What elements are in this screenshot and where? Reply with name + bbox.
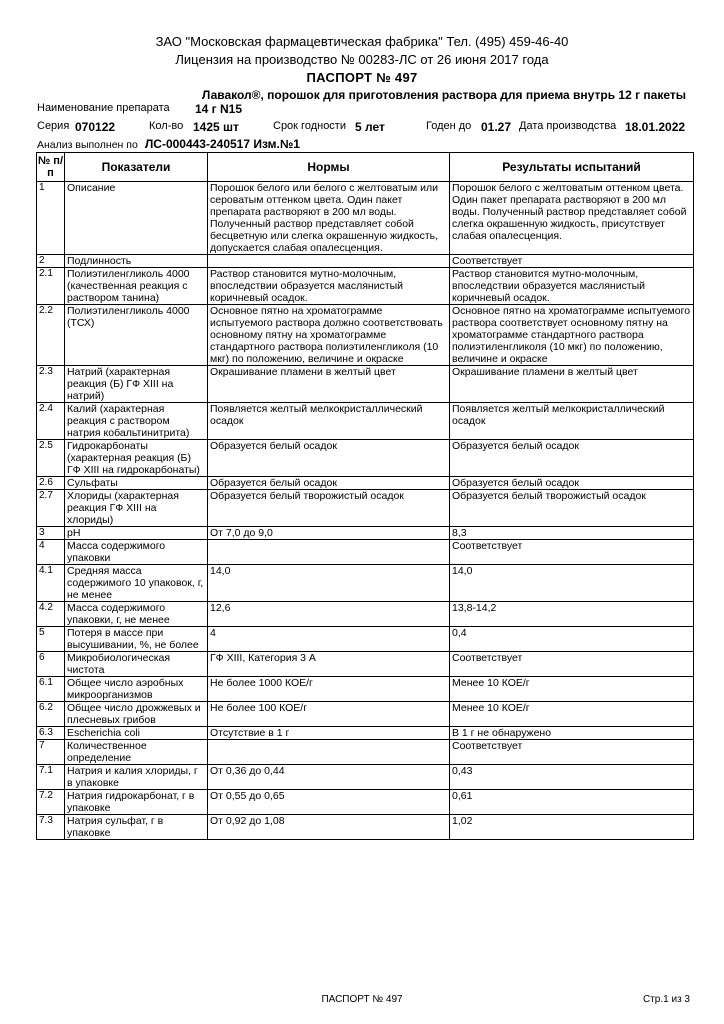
row-num: 7.1 — [37, 765, 65, 790]
row-indicator: Натрия и калия хлориды, г в упаковке — [65, 765, 208, 790]
row-indicator: Микробиологическая чистота — [65, 652, 208, 677]
row-indicator: Escherichia coli — [65, 727, 208, 740]
row-result: Соответствует — [450, 652, 694, 677]
qty-label: Кол-во — [149, 120, 184, 132]
prod-label: Дата производства — [519, 120, 617, 132]
row-result: Менее 10 КОЕ/г — [450, 677, 694, 702]
table-row — [37, 255, 694, 268]
row-result: Образуется белый осадок — [450, 477, 694, 490]
row-indicator: Описание — [65, 182, 208, 255]
row-indicator: Сульфаты — [65, 477, 208, 490]
page-number: Стр.1 из 3 — [643, 994, 690, 1005]
row-num: 3 — [37, 527, 65, 540]
row-norm: Появляется желтый мелкокристаллический осадок — [208, 403, 450, 440]
row-norm: Раствор становится мутно-молочным, впоследствии образуется маслянистый коричневый осадок. — [208, 268, 450, 305]
row-num: 2.5 — [37, 440, 65, 477]
valid-value: 01.27 — [481, 120, 512, 134]
row-result: Образуется белый творожистый осадок — [450, 490, 694, 527]
row-result: Появляется желтый мелкокристаллический осадок — [450, 403, 694, 440]
table-row — [37, 268, 694, 305]
shelf-value: 5 лет — [355, 120, 385, 134]
row-result: 8,3 — [450, 527, 694, 540]
row-norm: Образуется белый осадок — [208, 440, 450, 477]
row-norm — [208, 740, 450, 765]
table-row — [37, 527, 694, 540]
row-result: Образуется белый осадок — [450, 440, 694, 477]
table-row — [37, 740, 694, 765]
table-row — [37, 490, 694, 527]
row-result: Основное пятно на хроматограмме испытуемого раствора соответствует основному пятну на хроматограмме стандартного раствора полиэтиленгликоля (10 мкг) по положению, величине и окраске — [450, 305, 694, 366]
row-indicator: Масса содержимого упаковки — [65, 540, 208, 565]
series-value: 070122 — [75, 120, 116, 134]
row-norm: От 0,55 до 0,65 — [208, 790, 450, 815]
row-result: Раствор становится мутно-молочным, впоследствии образуется маслянистый коричневый осадок. — [450, 268, 694, 305]
row-num: 2.2 — [37, 305, 65, 366]
row-result: Соответствует — [450, 255, 694, 268]
row-num: 2.3 — [37, 366, 65, 403]
table-row — [37, 702, 694, 727]
row-num: 6.1 — [37, 677, 65, 702]
row-num: 1 — [37, 182, 65, 255]
row-result: Окрашивание пламени в желтый цвет — [450, 366, 694, 403]
row-num: 2 — [37, 255, 65, 268]
name-label: Наименование препарата — [37, 102, 170, 114]
table-header-row — [37, 153, 694, 182]
row-indicator: Масса содержимого упаковки, г, не менее — [65, 602, 208, 627]
row-num: 5 — [37, 627, 65, 652]
table-row — [37, 565, 694, 602]
meta-series-row — [37, 120, 697, 136]
row-norm: Образуется белый творожистый осадок — [208, 490, 450, 527]
table-row — [37, 540, 694, 565]
row-norm: Окрашивание пламени в желтый цвет — [208, 366, 450, 403]
row-norm: 12,6 — [208, 602, 450, 627]
prod-value: 18.01.2022 — [625, 120, 686, 134]
header-results: Результаты испытаний — [450, 153, 694, 182]
row-norm: 4 — [208, 627, 450, 652]
table-row — [37, 440, 694, 477]
table-row — [37, 790, 694, 815]
row-num: 2.4 — [37, 403, 65, 440]
product-line: Лавакол®, порошок для приготовления раствора для приема внутрь 12 г пакеты — [201, 88, 686, 102]
row-indicator: Натрия гидрокарбонат, г в упаковке — [65, 790, 208, 815]
row-indicator: Общее число дрожжевых и плесневых грибов — [65, 702, 208, 727]
valid-label: Годен до — [426, 120, 472, 132]
company-line: ЗАО "Московская фармацевтическая фабрика" Тел. (495) 459-46-40 — [155, 34, 569, 49]
row-norm: От 0,36 до 0,44 — [208, 765, 450, 790]
table-row — [37, 652, 694, 677]
table-row — [37, 602, 694, 627]
passport-title: ПАСПОРТ № 497 — [306, 70, 418, 85]
row-num: 2.1 — [37, 268, 65, 305]
row-indicator: Калий (характерная реакция с раствором натрия кобальтинитрита) — [65, 403, 208, 440]
row-num: 2.6 — [37, 477, 65, 490]
table-row — [37, 765, 694, 790]
row-norm: Основное пятно на хроматограмме испытуемого раствора должно соответствовать основному пятну на хроматограмме стандартного раствора полиэтиленгликоля (10 мкг) по положению, величине и окраске — [208, 305, 450, 366]
row-num: 4 — [37, 540, 65, 565]
row-norm: Не более 1000 КОЕ/г — [208, 677, 450, 702]
row-indicator: Потеря в массе при высушивании, %, не более — [65, 627, 208, 652]
row-result: Соответствует — [450, 540, 694, 565]
header-norms: Нормы — [208, 153, 450, 182]
name-value: 14 г N15 — [195, 102, 243, 116]
header-indicator: Показатели — [65, 153, 208, 182]
table-row — [37, 627, 694, 652]
row-norm — [208, 255, 450, 268]
row-norm: От 0,92 до 1,08 — [208, 815, 450, 840]
row-norm — [208, 540, 450, 565]
row-num: 4.1 — [37, 565, 65, 602]
table-row — [37, 403, 694, 440]
row-num: 7 — [37, 740, 65, 765]
table-row — [37, 305, 694, 366]
row-num: 7.2 — [37, 790, 65, 815]
table-body — [37, 182, 694, 840]
row-indicator: Общее число аэробных микроорганизмов — [65, 677, 208, 702]
row-num: 2.7 — [37, 490, 65, 527]
row-result: Порошок белого с желтоватым оттенком цвета. Один пакет препарата растворяют в 200 мл воды. Полученный раствор представляет собой слегка окрашенную жидкость, присутствует слабая опалесценция. — [450, 182, 694, 255]
shelf-label: Срок годности — [273, 120, 346, 132]
row-result: 13,8-14,2 — [450, 602, 694, 627]
row-result: Соответствует — [450, 740, 694, 765]
row-indicator: Полиэтиленгликоль 4000 (ТСХ) — [65, 305, 208, 366]
table-row — [37, 815, 694, 840]
row-result: В 1 г не обнаружено — [450, 727, 694, 740]
row-num: 4.2 — [37, 602, 65, 627]
analysis-label: Анализ выполнен по — [37, 139, 138, 151]
table-row — [37, 727, 694, 740]
row-norm: Отсутствие в 1 г — [208, 727, 450, 740]
table-row — [37, 677, 694, 702]
header-num: № п/п — [37, 153, 65, 182]
row-indicator: Средняя масса содержимого 10 упаковок, г, не менее — [65, 565, 208, 602]
meta-name-row — [37, 102, 243, 116]
row-num: 7.3 — [37, 815, 65, 840]
row-indicator: Гидрокарбонаты (характерная реакция (Б) ГФ XIII на гидрокарбонаты) — [65, 440, 208, 477]
row-result: 14,0 — [450, 565, 694, 602]
row-indicator: Натрия сульфат, г в упаковке — [65, 815, 208, 840]
table-row — [37, 182, 694, 255]
row-indicator: Подлинность — [65, 255, 208, 268]
meta-analysis-row — [37, 137, 300, 151]
license-line: Лицензия на производство № 00283-ЛС от 26 июня 2017 года — [175, 52, 549, 67]
row-result: 1,02 — [450, 815, 694, 840]
row-indicator: pH — [65, 527, 208, 540]
row-result: 0,43 — [450, 765, 694, 790]
row-norm: Не более 100 КОЕ/г — [208, 702, 450, 727]
row-num: 6.2 — [37, 702, 65, 727]
table-row — [37, 477, 694, 490]
qty-value: 1425 шт — [193, 120, 239, 134]
row-result: 0,4 — [450, 627, 694, 652]
row-indicator: Натрий (характерная реакция (Б) ГФ XIII на натрий) — [65, 366, 208, 403]
row-result: 0,61 — [450, 790, 694, 815]
table-row — [37, 366, 694, 403]
series-label: Серия — [37, 120, 70, 132]
row-indicator: Количественное определение — [65, 740, 208, 765]
row-norm: Образуется белый осадок — [208, 477, 450, 490]
row-norm: От 7,0 до 9,0 — [208, 527, 450, 540]
footer-passport: ПАСПОРТ № 497 — [321, 994, 403, 1005]
row-num: 6 — [37, 652, 65, 677]
row-indicator: Полиэтиленгликоль 4000 (качественная реакция с раствором танина) — [65, 268, 208, 305]
analysis-value: ЛС-000443-240517 Изм.№1 — [144, 137, 300, 151]
row-norm: 14,0 — [208, 565, 450, 602]
row-indicator: Хлориды (характерная реакция ГФ XIII на хлориды) — [65, 490, 208, 527]
row-norm: ГФ XIII, Категория 3 А — [208, 652, 450, 677]
row-result: Менее 10 КОЕ/г — [450, 702, 694, 727]
row-num: 6.3 — [37, 727, 65, 740]
passport-table — [36, 152, 694, 840]
row-norm: Порошок белого или белого с желтоватым или сероватым оттенком цвета. Один пакет препарата растворяют в 200 мл воды. Полученный раствор представляет собой бесцветную или слегка окрашенную жидкость, допускается слабая опалесценция. — [208, 182, 450, 255]
